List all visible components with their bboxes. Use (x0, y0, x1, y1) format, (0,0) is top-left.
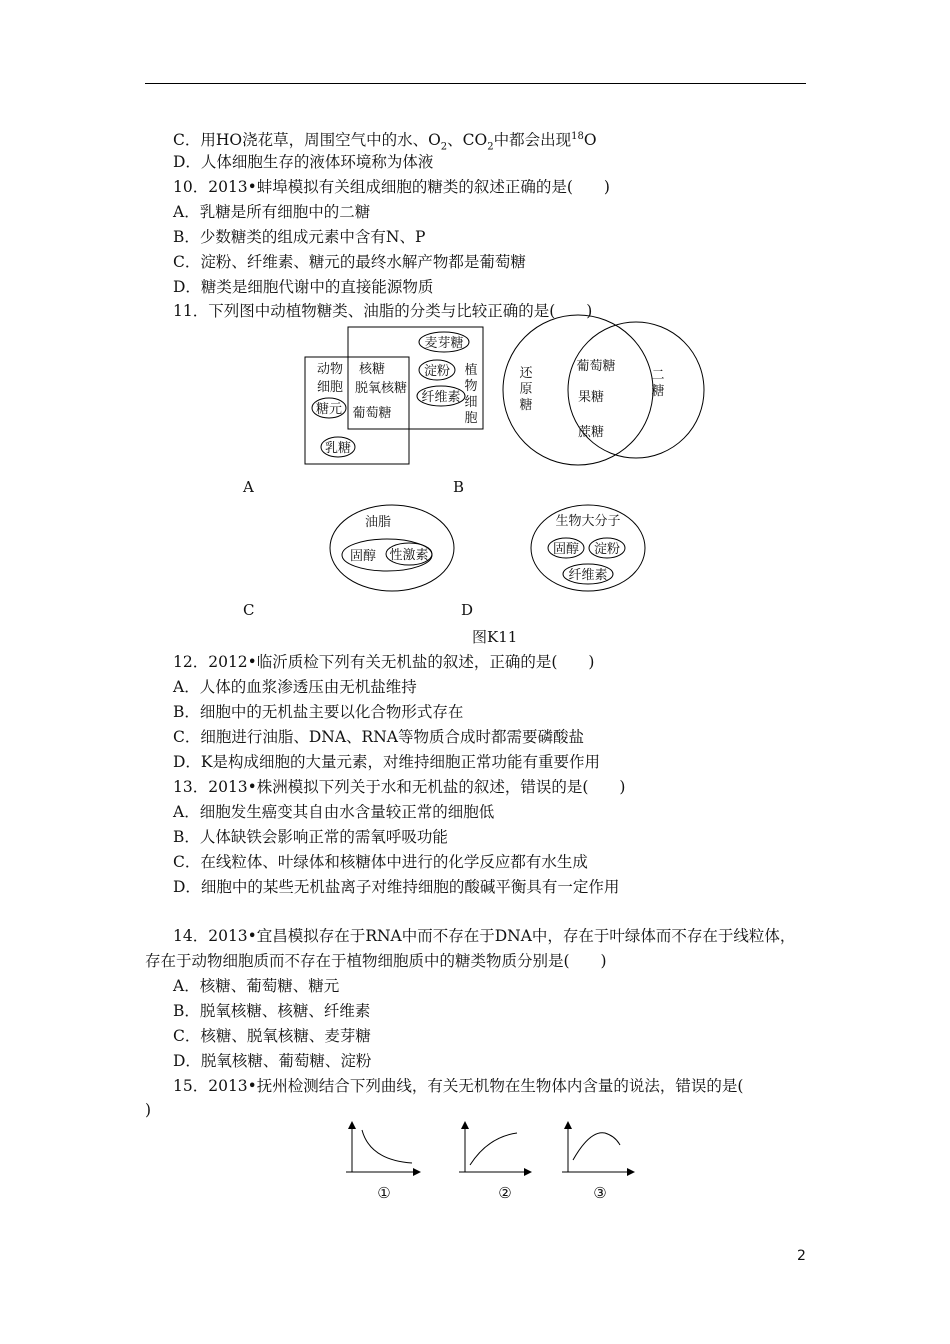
d-starch: 淀粉 (593, 542, 621, 557)
option-12a: A．人体的血浆渗透压由无机盐维持 (173, 678, 417, 696)
option-14a: A．核糖、葡萄糖、糖元 (173, 977, 340, 995)
curve-3-graph (562, 1122, 634, 1172)
a-shared-deoxyribose: 脱氧核糖 (354, 381, 408, 396)
diagram-b (503, 315, 704, 465)
curve-2-graph (459, 1122, 531, 1172)
option-10d: D．糖类是细胞代谢中的直接能源物质 (173, 278, 434, 296)
d-biomacromolecule: 生物大分子 (555, 514, 621, 529)
option-12d: D．K是构成细胞的大量元素，对维持细胞正常功能有重要作用 (173, 753, 601, 771)
c-sterol: 固醇 (349, 549, 377, 564)
option-13b: B．人体缺铁会影响正常的需氧呼吸功能 (173, 828, 448, 846)
option-13a: A．细胞发生癌变其自由水含量较正常的细胞低 (173, 803, 495, 821)
a-glycogen: 糖元 (315, 402, 343, 417)
a-plant-label-4: 胞 (464, 411, 478, 426)
b-left-1: 还 (519, 366, 533, 381)
curve-label-2: ② (498, 1184, 512, 1202)
a-animal-label-2: 细胞 (316, 380, 344, 395)
option-9c: C．用HO浇花草，周围空气中的水、$O_2$、$CO_2$中都会出现$^{18}$O (173, 131, 597, 153)
a-shared-ribose: 核糖 (358, 362, 386, 377)
diagram-c (330, 505, 454, 591)
a-animal-label-1: 动物 (316, 362, 344, 377)
label-a: A (243, 478, 254, 496)
b-sucrose: 蔗糖 (577, 425, 605, 440)
option-12b: B．细胞中的无机盐主要以化合物形式存在 (173, 703, 464, 721)
a-maltose: 麦芽糖 (424, 336, 464, 351)
question-10: 10．2013•蚌埠模拟有关组成细胞的糖类的叙述正确的是( ) (173, 178, 610, 196)
a-plant-label-3: 细 (464, 395, 478, 410)
page-number: 2 (797, 1248, 806, 1264)
c-sex-hormone: 性激素 (389, 548, 429, 563)
option-9d: D．人体细胞生存的液体环境称为体液 (173, 153, 434, 171)
d-cellulose: 纤维素 (568, 568, 608, 583)
b-left-2: 原 (519, 382, 533, 397)
curve-label-1: ① (377, 1184, 391, 1202)
question-12: 12．2012•临沂质检下列有关无机盐的叙述，正确的是( ) (173, 653, 595, 671)
option-14b: B．脱氧核糖、核糖、纤维素 (173, 1002, 371, 1020)
curve-label-3: ③ (593, 1184, 607, 1202)
b-left-3: 糖 (519, 398, 533, 413)
option-13c: C．在线粒体、叶绿体和核糖体中进行的化学反应都有水生成 (173, 853, 588, 871)
option-10b: B．少数糖类的组成元素中含有N、P (173, 228, 426, 246)
a-shared-glucose: 葡萄糖 (352, 406, 392, 421)
option-10c: C．淀粉、纤维素、糖元的最终水解产物都是葡萄糖 (173, 253, 526, 271)
option-12c: C．细胞进行油脂、DNA、RNA等物质合成时都需要磷酸盐 (173, 728, 584, 746)
figure-k11 (0, 0, 950, 650)
d-sterol: 固醇 (552, 542, 580, 557)
label-d: D (461, 601, 474, 619)
a-plant-label-2: 物 (464, 379, 478, 394)
b-glucose: 葡萄糖 (576, 359, 616, 374)
question-15: 15．2013•抚州检测结合下列曲线，有关无机物在生物体内含量的说法，错误的是( (173, 1077, 744, 1095)
option-14d: D．脱氧核糖、葡萄糖、淀粉 (173, 1052, 372, 1070)
label-c: C (243, 601, 255, 619)
diagram-a (305, 327, 483, 464)
b-fructose: 果糖 (577, 390, 605, 405)
figure-caption: 图K11 (472, 628, 518, 646)
question-15-cont: ) (145, 1101, 152, 1119)
a-cellulose: 纤维素 (421, 390, 461, 405)
question-11: 11．下列图中动植物糖类、油脂的分类与比较正确的是( ) (173, 302, 593, 320)
a-lactose: 乳糖 (324, 441, 352, 456)
option-14c: C．核糖、脱氧核糖、麦芽糖 (173, 1027, 371, 1045)
option-13d: D．细胞中的某些无机盐离子对维持细胞的酸碱平衡具有一定作用 (173, 878, 620, 896)
a-plant-label-1: 植 (464, 363, 478, 378)
question-14: 14．2013•宜昌模拟存在于RNA中而不存在于DNA中，存在于叶绿体而不存在于线粒体， (173, 927, 796, 945)
option-10a: A．乳糖是所有细胞中的二糖 (173, 203, 371, 221)
b-right-2: 糖 (651, 384, 665, 399)
diagram-d (531, 505, 645, 591)
curve-1-graph (346, 1122, 420, 1172)
label-b: B (453, 478, 465, 496)
b-right-1: 二 (651, 368, 665, 383)
question-13: 13．2013•株洲模拟下列关于水和无机盐的叙述，错误的是( ) (173, 778, 626, 796)
a-starch: 淀粉 (423, 364, 451, 379)
c-lipid: 油脂 (364, 515, 392, 530)
question-14-cont: 存在于动物细胞质而不存在于植物细胞质中的糖类物质分别是( ) (145, 952, 607, 970)
